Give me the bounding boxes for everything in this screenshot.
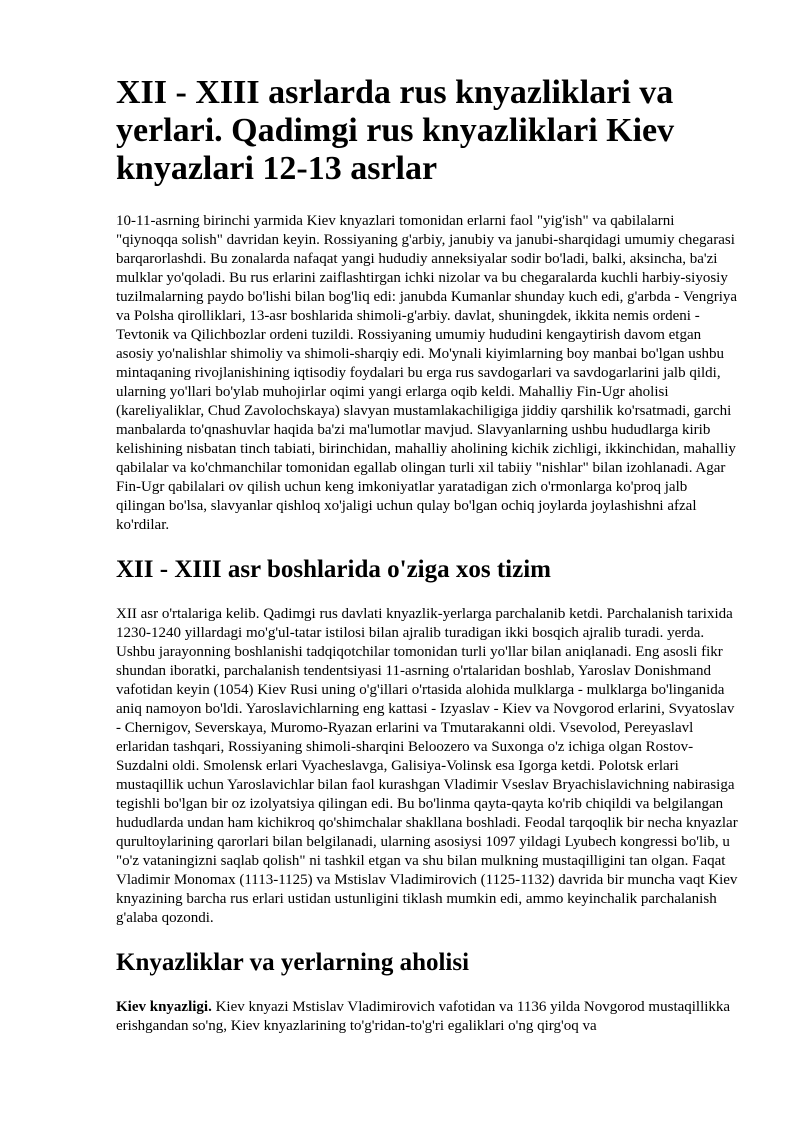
- section-heading-population: Knyazliklar va yerlarning aholisi: [116, 949, 470, 976]
- paragraph-system: XII asr o'rtalariga kelib. Qadimgi rus davlati knyazlik-yerlarga parchalanib ketdi. Parchalanish tarixida 1230-1240 yillardagi mo'g'ul-tatar istilosi bilan ajralib turadigan ikki bosqich ajralib turadi. yerda. Ushbu jarayonning boshlanishi tadqiqotchilar tomonidan turli yo'llar bilan aniqlanadi. Eng asosli fikr shundan iboratki, parchalanish tendentsiyasi 11-asrning o'rtalaridan boshlab, Yaroslav Donishmand vafotidan keyin (1054) Kiev Rusi uning o'g'illari o'rtasida alohida mulklarga - mulklarga bo'linganida aniq namoyon bo'ldi. Yaroslavichlarning eng kattasi - Izyaslav - Kiev va Novgorod erlarini, Svyatoslav - Chernigov, Severskaya, Muromo-Ryazan erlarini va Tmutarakanni oldi. Vsevolod, Pereyaslavl erlaridan tashqari, Rossiyaning shimoli-sharqini Beloozero va Suxonga o'z ichiga olgan Rostov-Suzdalni oldi. Smolensk erlari Vyacheslavga, Galisiya-Volinsk esa Igorga ketdi. Polotsk erlari mustaqillik uchun Yaroslavichlar bilan faol kurashgan Vladimir Vseslav Bryachislavichning nabirasiga tegishli bo'lgan bir oz izolyatsiya qilingan edi. Bu bo'linma qayta-qayta ko'rib chiqildi va belgilangan hududlarda undan ham kichikroq qo'shimchalar shakllana boshladi. Feodal tarqoqlik bir necha knyazlar qurultoylarining qarorlari bilan belgilanadi, ularning asosiysi 1097 yildagi Lyubech kongressi bo'lib, u "o'z vataningizni saqlab qolish" ni tashkil etgan va shu bilan mulkning mustaqilligini tan olgan. Faqat Vladimir Monomax (1113-1125) va Mstislav Vladimirovich (1125-1132) davrida bir muncha vaqt Kiev knyazining barcha rus erlari ustidan ustunligini tiklash mumkin edi, ammo keyinchalik parchalanish g'alaba qozondi.: [116, 606, 738, 926]
- paragraph-intro: 10-11-asrning birinchi yarmida Kiev knyazlari tomonidan erlarni faol "yig'ish" va qabilalarni "qiynoqqa solish" davridan keyin. Rossiyaning g'arbiy, janubiy va janubi-sharqidagi umumiy chegarasi barqarorlashdi. Bu zonalarda nafaqat yangi hududiy anneksiyalar sodir bo'ladi, balki, aksincha, ba'zi mulklar yo'qoladi. Bu rus erlarini zaiflashtirgan ichki nizolar va bu chegaralarda kuchli harbiy-siyosiy tuzilmalarning paydo bo'lishi bilan bog'liq edi: janubda Kumanlar shunday kuch edi, g'arbda - Vengriya va Polsha qirolliklari, 13-asr boshlarida shimoli-g'arbiy. davlat, shuningdek, ikkita nemis ordeni - Tevtonik va Qilichbozlar ordeni tuzildi. Rossiyaning umumiy hududini kengaytirish davom etgan asosiy yo'nalishlar shimoliy va shimoli-sharqiy edi. Mo'ynali kiyimlarning boy manbai bo'lgan ushbu mintaqaning rivojlanishining iqtisodiy foydalari bu erga rus savdogarlari va savdogarlarini jalb qildi, ularning yo'llari bo'ylab muhojirlar oqimi yangi erlarga oqib keldi. Mahalliy Fin-Ugr aholisi (kareliyaliklar, Chud Zavolochskaya) slavyan mustamlakachiligiga jiddiy qarshilik ko'rsatmadi, garchi manbalarda to'qnashuvlar haqida ba'zi ma'lumotlar mavjud. Slavyanlarning ushbu hududlarga kirib kelishining nisbatan tinch tabiati, birinchidan, mahalliy aholining kichik zichligi, ikkinchidan, mahalliy qabilalar va ko'chmanchilar tomonidan egallab olingan turli xil tabiiy "nishlar" bilan izohlanadi. Agar Fin-Ugr qabilalari ov qilish uchun keng imkoniyatlar yaratadigan zich o'rmonlarga ko'proq jalb qilingan bo'lsa, slavyanlar qishloq xo'jaligi uchun qulay bo'lgan ochiq joylarda joylashishni afzal ko'rdilar.: [116, 213, 738, 533]
- section-heading-system: XII - XIII asr boshlarida o'ziga xos tizim: [116, 556, 551, 583]
- paragraph-kiev: [116, 998, 740, 1036]
- document-title: XII - XIII asrlarda rus knyazliklari va yerlari. Qadimgi rus knyazliklari Kiev knyazlari 12-13 asrlar: [116, 74, 675, 187]
- paragraph-lead-kiev: Kiev knyazligi.: [116, 999, 212, 1015]
- paragraph-kiev-text: Kiev knyazi Mstislav Vladimirovich vafotidan va 1136 yilda Novgorod mustaqillikka erishgandan so'ng, Kiev knyazlarining to'g'ridan-to'g'ri egaliklari o'ng qirg'oq va: [116, 999, 731, 1034]
- document-page: [116, 74, 740, 1056]
